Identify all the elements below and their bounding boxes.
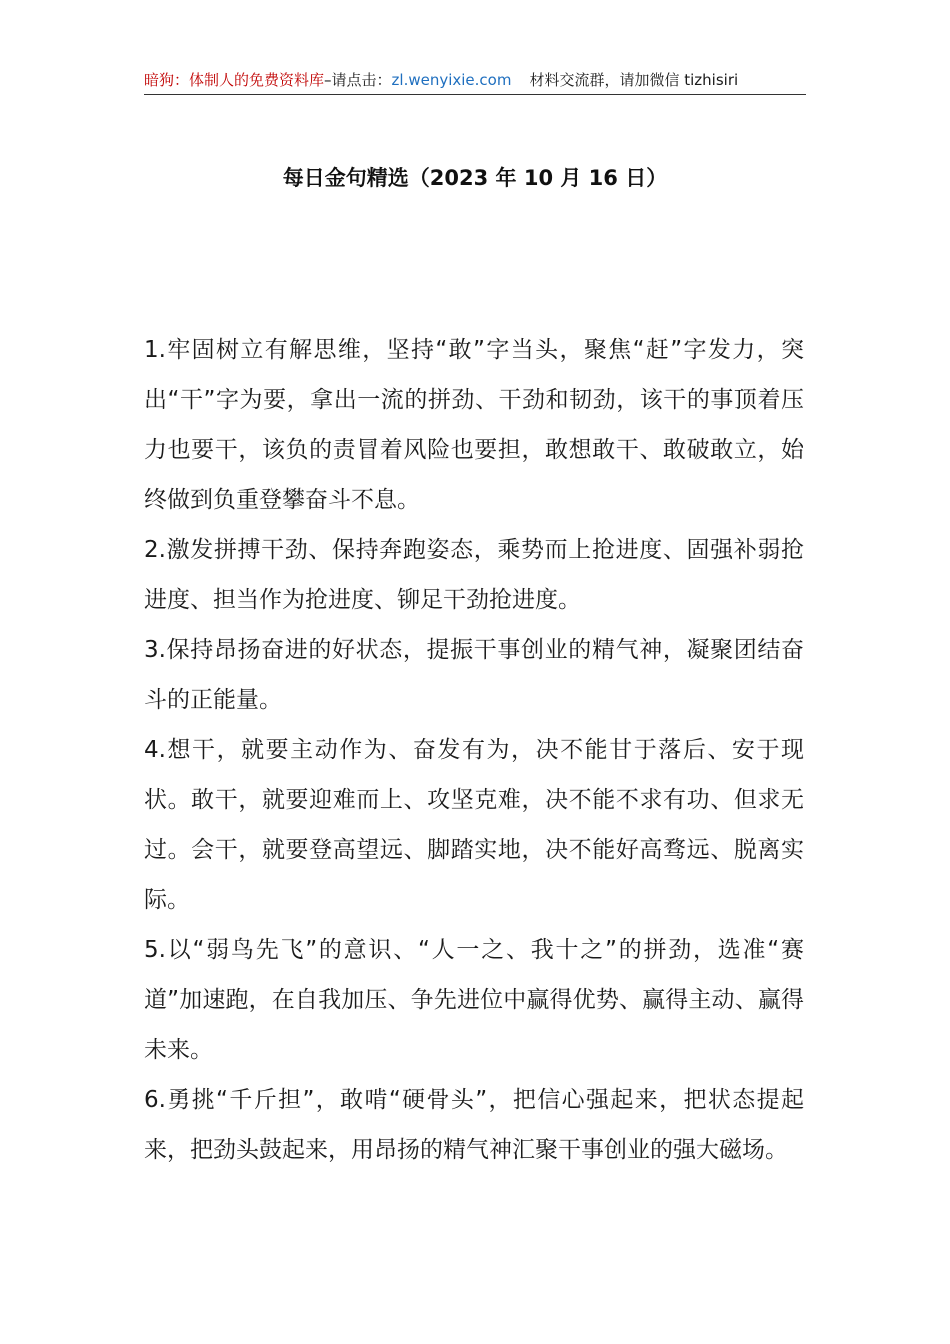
paragraph-1: 1.牢固树立有解思维，坚持“敢”字当头，聚焦“赶”字发力，突出“干”字为要，拿出一流的拼劲、干劲和韧劲，该干的事顶着压力也要干，该负的责冒着风险也要担，敢想敢干、敢破敢立，始终做到负重登攀奋斗不息。 — [144, 337, 804, 513]
header-url-link[interactable]: zl.wenyixie.com — [391, 71, 512, 89]
paragraph-4: 4.想干，就要主动作为、奋发有为，决不能甘于落后、安于现状。敢干，就要迎难而上、攻坚克难，决不能不求有功、但求无过。会干，就要登高望远、脚踏实地，决不能好高骛远、脱离实际。 — [144, 737, 804, 913]
header-click-prompt: –请点击： — [324, 71, 392, 89]
document-title: 每日金句精选（2023 年 10 月 16 日） — [282, 166, 668, 190]
document-body — [144, 325, 804, 1175]
header-site-name: 暗狗：体制人的免费资料库 — [144, 71, 325, 89]
paragraph-5: 5.以“弱鸟先飞”的意识、“人一之、我十之”的拼劲，选准“赛道”加速跑，在自我加压、争先进位中赢得优势、赢得主动、赢得未来。 — [144, 937, 804, 1063]
header-group-note: 材料交流群，请加微信 tizhisiri — [529, 71, 739, 89]
paragraph-2: 2.激发拼搏干劲、保持奔跑姿态，乘势而上抢进度、固强补弱抢进度、担当作为抢进度、铆足干劲抢进度。 — [144, 537, 804, 613]
paragraph-3: 3.保持昂扬奋进的好状态，提振干事创业的精气神，凝聚团结奋斗的正能量。 — [144, 637, 804, 713]
paragraph-6: 6.勇挑“千斤担”，敢啃“硬骨头”，把信心强起来，把状态提起来，把劲头鼓起来，用昂扬的精气神汇聚干事创业的强大磁场。 — [144, 1087, 804, 1163]
page-header — [144, 66, 806, 95]
